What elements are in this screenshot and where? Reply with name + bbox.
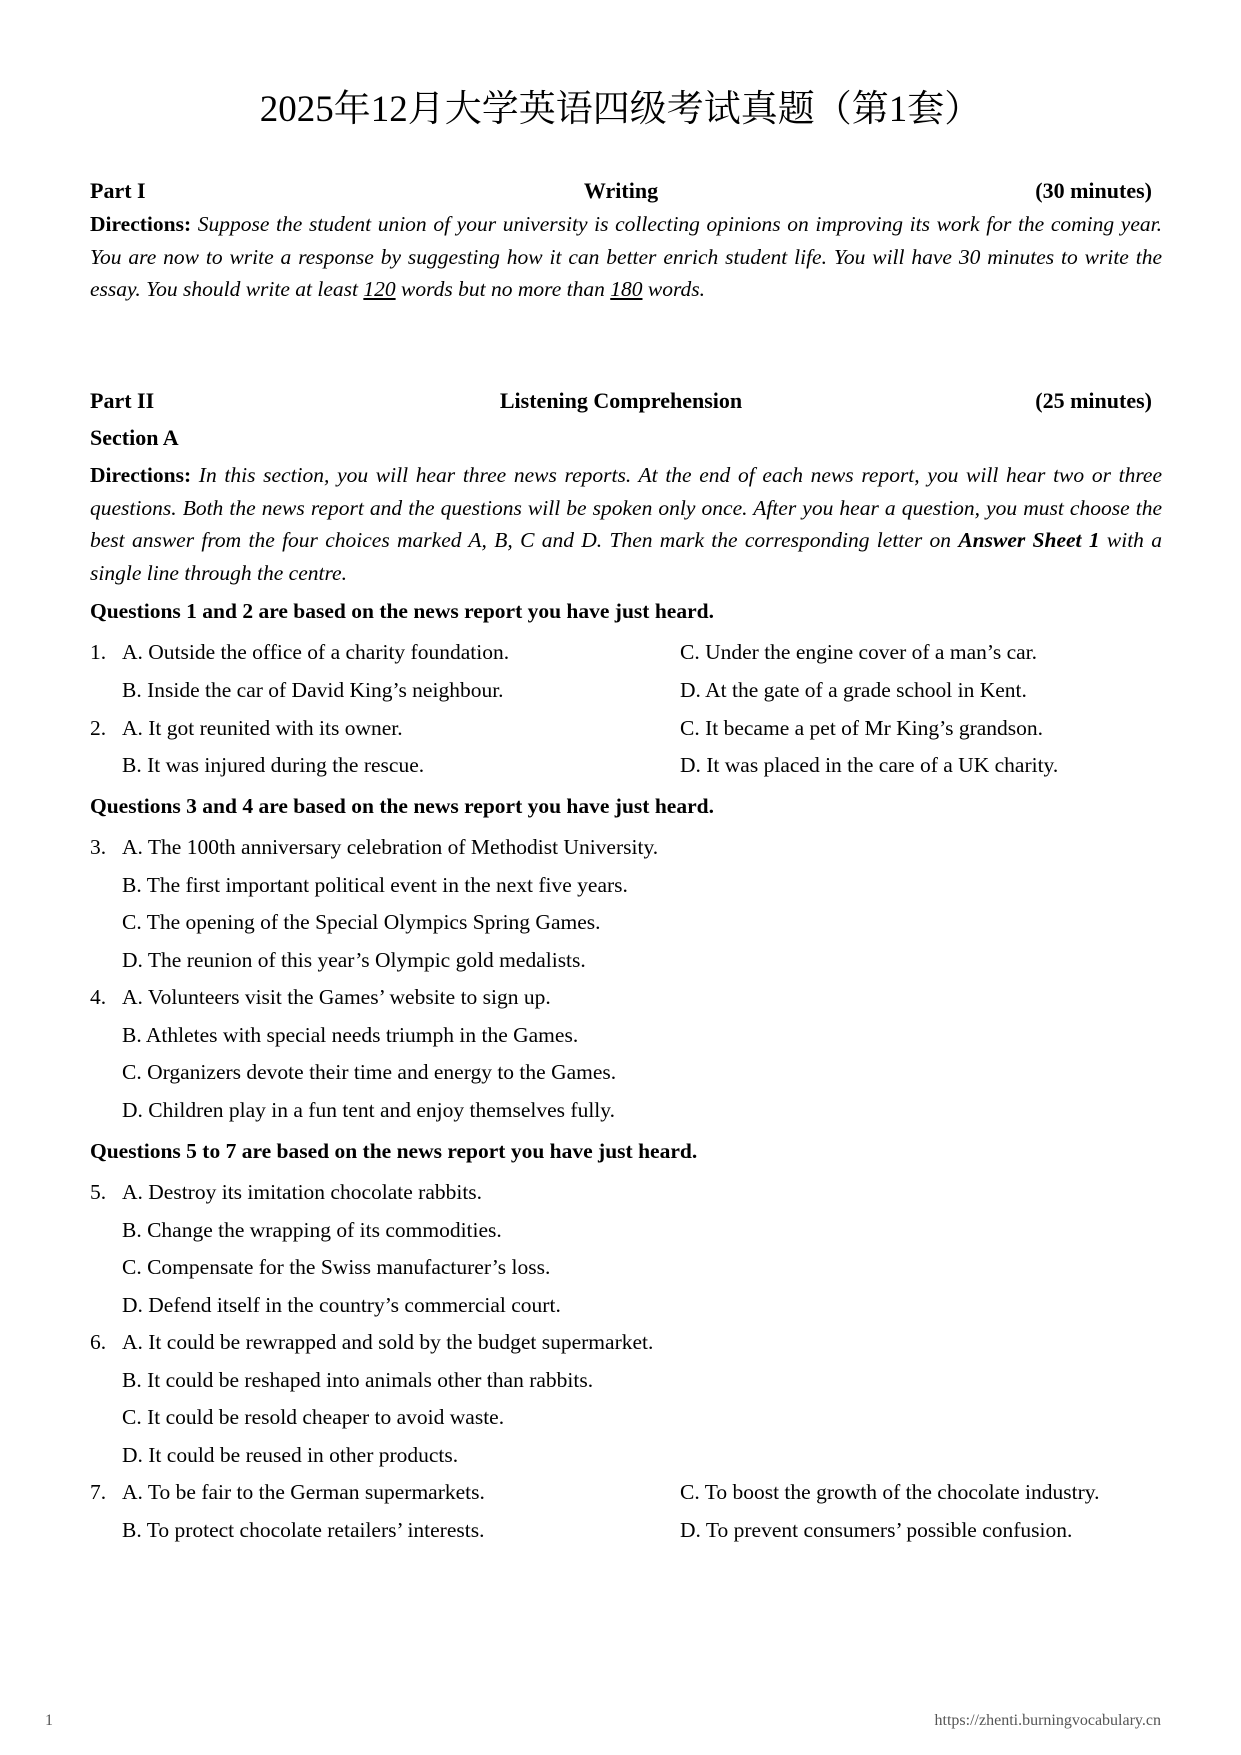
question-number: 2.	[90, 716, 107, 740]
part-1-directions	[90, 208, 1162, 306]
option-b: B. Athletes with special needs triumph in the Games.	[122, 1023, 579, 1047]
option-c: C. The opening of the Special Olympics Spring Games.	[122, 910, 601, 934]
part-2-header	[90, 386, 1152, 416]
part-2-time: (25 minutes)	[1035, 388, 1152, 413]
option-a: A. The 100th anniversary celebration of Methodist University.	[122, 835, 659, 859]
option-d: D. Children play in a fun tent and enjoy themselves fully.	[122, 1098, 615, 1122]
part-1-time: (30 minutes)	[1035, 178, 1152, 203]
option-c: C. Under the engine cover of a man’s car.	[680, 640, 1038, 664]
directions-label: Directions:	[90, 463, 192, 487]
option-a: A. It could be rewrapped and sold by the budget supermarket.	[122, 1330, 654, 1354]
question-number: 5.	[90, 1180, 107, 1204]
option-b: B. It could be reshaped into animals other than rabbits.	[122, 1368, 594, 1392]
source-url: https://zhenti.burningvocabulary.cn	[934, 1712, 1161, 1729]
directions-text: with a single line through the centre.	[90, 528, 1162, 585]
min-words: 120	[363, 277, 396, 301]
directions-text: words but no more than	[395, 277, 611, 301]
part-1-label: Part I	[90, 178, 146, 203]
part-2-name: Listening Comprehension	[499, 388, 743, 413]
option-c: C. Organizers devote their time and energy to the Games.	[122, 1060, 617, 1084]
part-1-header	[90, 176, 1152, 206]
question-number: 4.	[90, 985, 107, 1009]
directions-label: Directions:	[90, 212, 192, 236]
option-c: C. It became a pet of Mr King’s grandson.	[680, 716, 1044, 740]
option-b: B. To protect chocolate retailers’ interests.	[122, 1518, 485, 1542]
option-c: C. To boost the growth of the chocolate industry.	[680, 1480, 1100, 1504]
directions-text: words.	[642, 277, 706, 301]
part-1-name: Writing	[583, 178, 659, 203]
option-b: B. Inside the car of David King’s neighbour.	[122, 678, 504, 702]
option-d: D. The reunion of this year’s Olympic gold medalists.	[122, 948, 586, 972]
part-2-directions	[90, 459, 1162, 589]
max-words: 180	[610, 277, 643, 301]
directions-text: Suppose the student union of your university is collecting opinions on improving its work for the coming year. You are now to write a response by suggesting how it can better enrich student life. You will have 30 minutes to write the essay. You should write at least	[90, 212, 1162, 301]
page-number: 1	[45, 1712, 53, 1729]
directions-text: In this section, you will hear three news reports. At the end of each news report, you will hear two or three questions. Both the news report and the questions will be spoken only once. After you hear a question, you must choose the best answer from the four choices marked A, B, C and D. Then mark the corresponding letter on	[90, 463, 1162, 552]
section-a-title: Section A	[90, 425, 179, 450]
question-number: 7.	[90, 1480, 107, 1504]
option-b: B. It was injured during the rescue.	[122, 753, 425, 777]
option-b: B. Change the wrapping of its commodities.	[122, 1218, 502, 1242]
option-a: A. Destroy its imitation chocolate rabbits.	[122, 1180, 483, 1204]
answer-sheet-ref: Answer Sheet 1	[958, 528, 1100, 552]
option-d: D. It could be reused in other products.	[122, 1443, 459, 1467]
option-d: D. At the gate of a grade school in Kent.	[680, 678, 1027, 702]
question-number: 1.	[90, 640, 107, 664]
option-c: C. Compensate for the Swiss manufacturer’s loss.	[122, 1255, 551, 1279]
question-group-heading: Questions 1 and 2 are based on the news report you have just heard.	[90, 599, 714, 623]
question-number: 3.	[90, 835, 107, 859]
option-c: C. It could be resold cheaper to avoid waste.	[122, 1405, 505, 1429]
option-d: D. To prevent consumers’ possible confusion.	[680, 1518, 1073, 1542]
question-number: 6.	[90, 1330, 107, 1354]
question-group-heading: Questions 5 to 7 are based on the news report you have just heard.	[90, 1139, 698, 1163]
option-d: D. It was placed in the care of a UK charity.	[680, 753, 1059, 777]
option-b: B. The first important political event in the next five years.	[122, 873, 628, 897]
option-a: A. It got reunited with its owner.	[122, 716, 403, 740]
page-title: 2025年12月大学英语四级考试真题（第1套）	[259, 89, 982, 130]
option-d: D. Defend itself in the country’s commercial court.	[122, 1293, 561, 1317]
option-a: A. To be fair to the German supermarkets.	[122, 1480, 485, 1504]
option-a: A. Volunteers visit the Games’ website to sign up.	[122, 985, 551, 1009]
option-a: A. Outside the office of a charity foundation.	[122, 640, 510, 664]
question-group-heading: Questions 3 and 4 are based on the news report you have just heard.	[90, 794, 714, 818]
part-2-label: Part II	[90, 388, 155, 413]
